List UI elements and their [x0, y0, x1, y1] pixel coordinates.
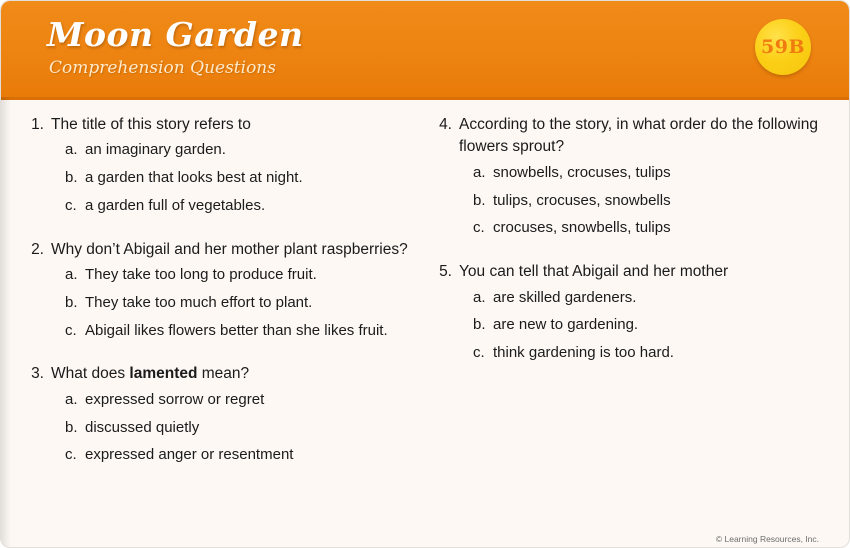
choice-text: an imaginary garden. — [85, 141, 226, 159]
choice-text: expressed sorrow or regret — [85, 390, 265, 408]
question-text: According to the story, in what order do the following flowers sprout? — [459, 116, 818, 156]
choice-option[interactable] — [65, 139, 415, 161]
question-number: 5. — [439, 263, 452, 281]
choice-list — [459, 287, 823, 364]
choice-letter: c. — [65, 446, 77, 464]
question-text-suffix: mean? — [197, 365, 250, 383]
choice-letter: b. — [65, 293, 78, 311]
choice-letter: c. — [65, 321, 77, 339]
choice-letter: b. — [473, 191, 486, 209]
choice-option[interactable] — [65, 444, 415, 466]
choice-letter: a. — [65, 141, 78, 159]
question-text: The title of this story refers to — [51, 116, 251, 133]
question-item — [435, 114, 823, 245]
choice-text: think gardening is too hard. — [493, 344, 674, 362]
choice-letter: a. — [65, 390, 78, 408]
choice-text: discussed quietly — [85, 418, 200, 436]
question-text-emphasis: lamented — [129, 365, 198, 383]
choice-letter: c. — [473, 344, 485, 362]
question-text: Why don’t Abigail and her mother plant raspberries? — [51, 240, 408, 258]
choice-text: They take too much effort to plant. — [85, 293, 313, 311]
choice-text: a garden full of vegetables. — [85, 196, 266, 214]
choice-letter: a. — [473, 288, 486, 306]
choice-letter: c. — [65, 196, 77, 214]
question-number: 1. — [31, 116, 44, 133]
choice-option[interactable] — [65, 292, 415, 314]
choice-option[interactable] — [65, 389, 415, 411]
question-text — [51, 363, 415, 385]
choice-text: a garden that looks best at night. — [85, 169, 303, 187]
choice-letter: b. — [473, 316, 486, 334]
choice-option[interactable] — [473, 217, 823, 239]
card-header — [1, 1, 849, 100]
choice-letter: a. — [65, 266, 78, 284]
question-number: 4. — [439, 116, 452, 133]
choice-text: expressed anger or resentment — [85, 446, 294, 464]
choice-option[interactable] — [473, 287, 823, 309]
choice-text: snowbells, crocuses, tulips — [493, 163, 671, 181]
choice-option[interactable] — [473, 342, 823, 364]
choice-option[interactable] — [65, 417, 415, 439]
choice-letter: b. — [65, 169, 78, 187]
copyright-notice: © Learning Resources, Inc. — [715, 534, 819, 544]
questions-column-left — [27, 114, 415, 488]
choice-text: They take too long to produce fruit. — [85, 266, 317, 284]
question-item — [27, 239, 415, 348]
choice-list — [459, 162, 823, 239]
card-number-badge — [755, 19, 811, 75]
choice-list — [51, 264, 415, 341]
choice-option[interactable] — [65, 195, 415, 217]
question-number: 2. — [31, 240, 44, 258]
choice-text: are new to gardening. — [493, 316, 639, 334]
choice-option[interactable] — [473, 314, 823, 336]
page-title: Moon Garden — [47, 15, 304, 54]
choice-list — [51, 389, 415, 466]
choice-letter: a. — [473, 163, 486, 181]
choice-text: are skilled gardeners. — [493, 288, 637, 306]
questions-body — [1, 100, 849, 548]
choice-text: Abigail likes flowers better than she likes fruit. — [85, 321, 388, 339]
choice-list — [51, 139, 415, 216]
question-item — [27, 114, 415, 223]
choice-text: tulips, crocuses, snowbells — [493, 191, 671, 209]
question-text-prefix: What does — [51, 365, 130, 383]
choice-letter: c. — [473, 219, 485, 237]
choice-text: crocuses, snowbells, tulips — [493, 219, 671, 237]
question-number: 3. — [31, 365, 44, 383]
question-item — [27, 363, 415, 472]
choice-option[interactable] — [473, 190, 823, 212]
choice-option[interactable] — [65, 167, 415, 189]
question-item — [435, 261, 823, 370]
page-subtitle: Comprehension Questions — [49, 58, 276, 78]
choice-option[interactable] — [473, 162, 823, 184]
question-text: You can tell that Abigail and her mother — [459, 263, 729, 281]
choice-option[interactable] — [65, 320, 415, 342]
choice-option[interactable] — [65, 264, 415, 286]
choice-letter: b. — [65, 418, 78, 436]
questions-column-right — [415, 114, 823, 488]
card-number-label: 59B — [761, 36, 805, 58]
